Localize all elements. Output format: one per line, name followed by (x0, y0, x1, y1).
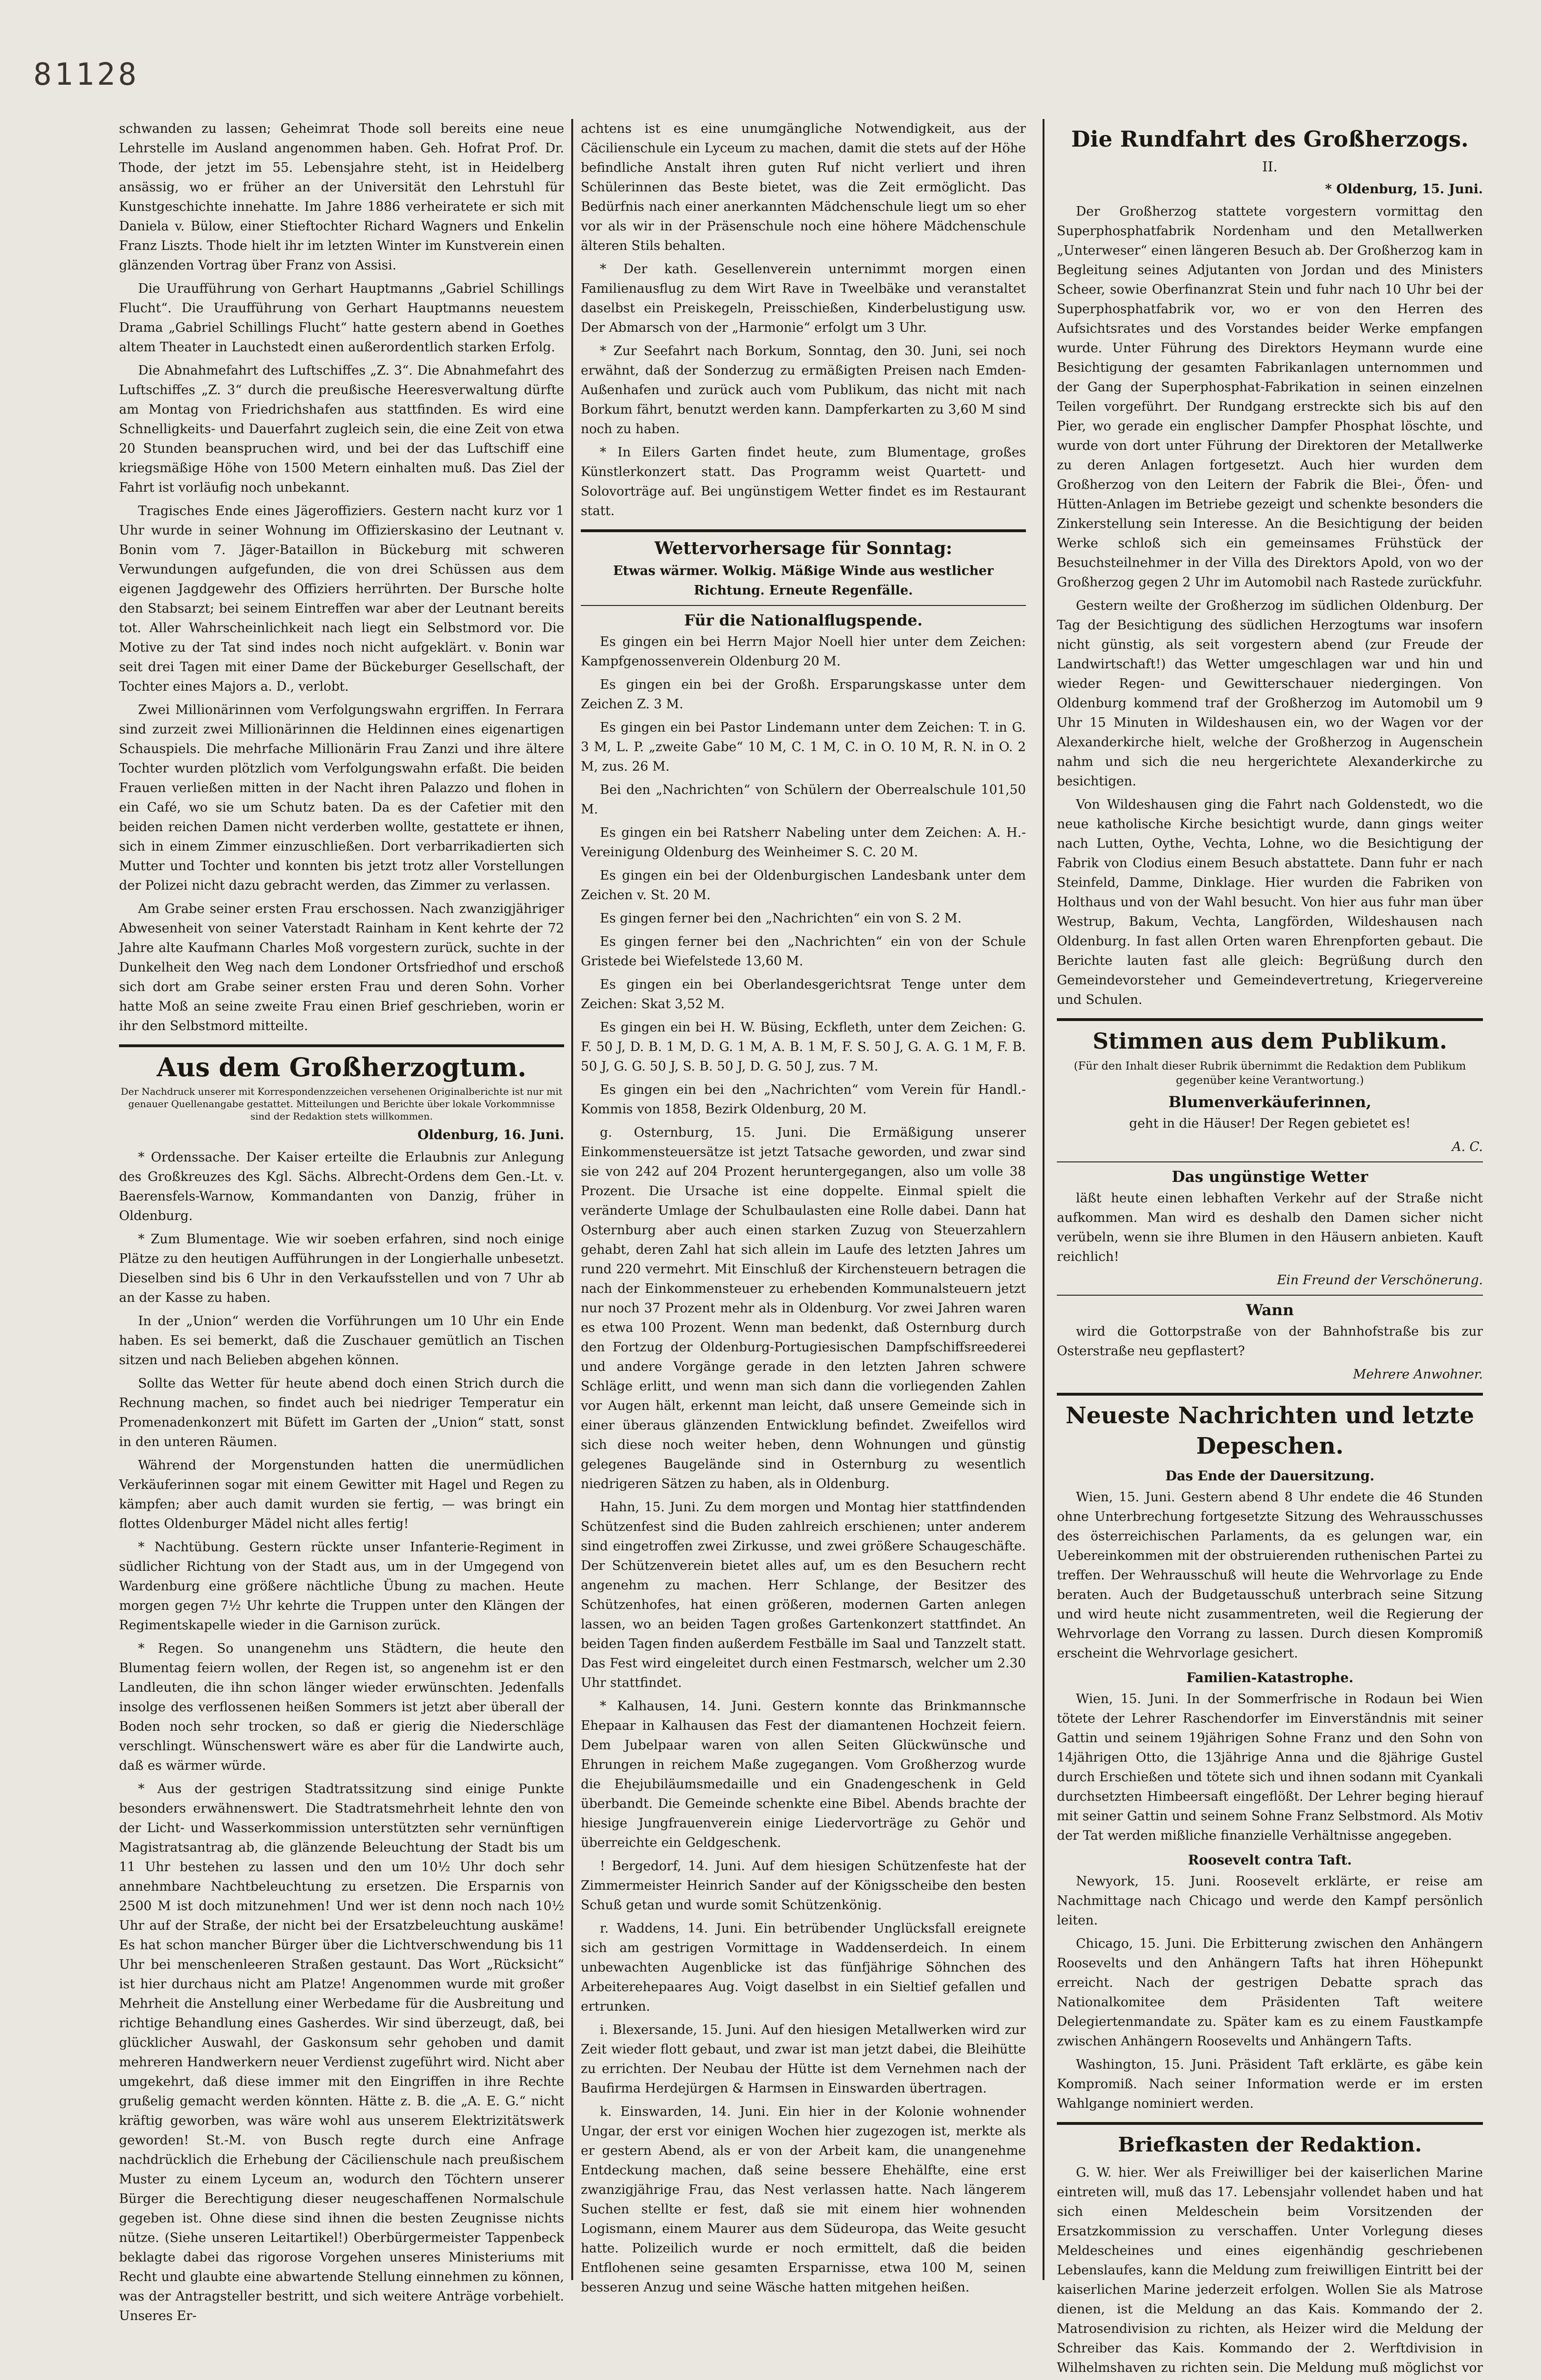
news-item: Chicago, 15. Juni. Die Erbitterung zwischen den Anhängern Roosevelts und den Anhängern Tafts hat ihren Höhepunkt erreicht. Nach der gestrigen Debatte sprach das Nationalkomitee dem Präsidenten Taft weitere Delegiertenmandate zu. Später kam es zu einem Faustkampfe zwischen Anhängern Roosevelts und Anhängern Tafts. (1057, 1936, 1483, 2049)
article-verkaeuferinnen: Während der Morgenstunden hatten die unermüdlichen Verkäuferinnen sogar mit einem Gewitter mit Hagel und Regen zu kämpfen; aber auch damit wurden sie fertig, — was bringt ein flottes Oldenburger Mädel nicht alles fertig! (119, 1458, 564, 1531)
news-item: Wien, 15. Juni. In der Sommerfrische in Rodaun bei Wien tötete der Lehrer Raschendorfer im Einverständnis mit seiner Gattin und seinem 19jährigen Sohne Franz und den Sohn von 14jährigen Otto, die 13jährige Anna und die 8jährige Gustel durch Erschießen und tötete sich und ihnen sodann mit Cyankali durchsetzten Himbeersaft eingeflößt. Der Lehrer beging hierauf mit seiner Gattin und seinem Sohne Franz Selbstmord. Als Motiv der Tat werden mißliche finanzielle Verhältnisse angegeben. (1057, 1692, 1483, 1843)
column-2 (581, 119, 1026, 2295)
article-blumentage: * Zum Blumentage. Wie wir soeben erfahren, sind noch einige Plätze zu den heutigen Aufführungen in der Longierhalle unbesetzt. Dieselben sind bis 6 Uhr in den Verkaufsstellen und von 7 Uhr ab an der Kasse zu haben. (119, 1232, 564, 1305)
article-millionaerinnen: Zwei Millionärinnen vom Verfolgungswahn ergriffen. In Ferrara sind zurzeit zwei Millionärinnen die Heldinnen eines eigenartigen Schauspiels. Die mehrfache Millionärin Frau Zanzi und ihre ältere Tochter wurden plötzlich vom Verfolgungswahn erfaßt. Die beiden Frauen verließen mitten in der Nacht ihren Palazzo und flohen in ein Café, wo sie um Schutz baten. Da es der Cafetier mit den beiden reichen Damen nicht verderben wollte, gestattete er ihnen, sich in einem Zimmer einzuschließen. Dort verbarrikadierten sich Mutter und Tochter und konnten bis jetzt trotz aller Vorstellungen der Polizei nicht dazu gebracht werden, das Zimmer zu verlassen. (119, 703, 564, 893)
stimmen-note: (Für den Inhalt dieser Rubrik übernimmt die Redaktion dem Publikum gegenüber keine Verantwortung.) (1074, 1060, 1466, 1087)
reprint-note: Der Nachdruck unserer mit Korrespondenzzeichen versehenen Originalberichte ist nur mit genauer Quellenangabe gestattet. Mitteilungen und Berichte über lokale Vorkommnisse sind der Redaktion stets willkommen. (120, 1086, 563, 1122)
article-bergedorf: ! Bergedorf, 14. Juni. Auf dem hiesigen Schützenfeste hat der Zimmermeister Heinrich Sander auf der Königsscheibe den besten Schuß getan und wurde somit Schützenkönig. (581, 1859, 1026, 1913)
column-3 (1057, 119, 1483, 2375)
article-union: In der „Union“ werden die Vorführungen um 10 Uhr ein Ende haben. Es sei bemerkt, daß die Zuschauer gemütlich an Tischen sitzen und nach Belieben abgehen können. (119, 1314, 564, 1368)
section-rule (1057, 1393, 1483, 1396)
donation-entry: Es gingen ein bei Ratsherr Nabeling unter dem Zeichen: A. H.-Vereinigung Oldenburg des Weinheimer S. C. 20 M. (581, 825, 1026, 860)
depeschen-title: Neueste Nachrichten und letzte Depeschen. (1065, 1402, 1474, 1459)
donation-entry: Es gingen ein bei der Großh. Ersparungskasse unter dem Zeichen Z. 3 M. (581, 677, 1026, 712)
nationalflug-title: Für die Nationalflugspende. (684, 611, 923, 629)
weather-rule (581, 529, 1026, 532)
article-kalhausen: * Kalhausen, 14. Juni. Gestern konnte das Brinkmannsche Ehepaar in Kalhausen das Fest der diamantenen Hochzeit feiern. Dem Jubelpaar waren von allen Seiten Glückwünsche und Ehrungen in reichem Maße zugegangen. Vom Großherzog wurde die Ehejubiläumsmedaille und ein Gnadengeschenk in Geld überbandt. Die Gemeinde schenkte eine Bibel. Abends brachte der hiesige Jungfrauenverein einige Liedervorträge zu Gehör und überreichte ein Geldgeschenk. (581, 1699, 1026, 1850)
article-nachtuebung: * Nachtübung. Gestern rückte unser Infanterie-Regiment in südlicher Richtung von der Stadt aus, um in der Umgegend von Wardenburg eine größere nächtliche Übung zu machen. Heute morgen gegen 7½ Uhr kehrte die Truppen unter den Klängen der Regimentskapelle wieder in die Garnison zurück. (119, 1540, 564, 1633)
donation-entry: Es gingen ferner bei den „Nachrichten“ ein von S. 2 M. (600, 911, 962, 926)
column-1 (119, 119, 564, 2323)
letter-sign: Mehrere Anwohner. (1353, 1367, 1483, 1382)
rundfahrt-part: II. (1262, 159, 1278, 175)
news-item: Newyork, 15. Juni. Roosevelt erklärte, er reise am Nachmittage nach Chicago und werde den Kampf persönlich leiten. (1057, 1874, 1483, 1928)
article-wetter-konzert: Sollte das Wetter für heute abend doch einen Strich durch die Rechnung machen, so findet auch bei niedriger Temperatur ein Promenadenkonzert mit Büfett im Garten der „Union“ statt, sonst in den unteren Räumen. (119, 1376, 564, 1449)
news-subhead: Familien-Katastrophe. (1186, 1670, 1353, 1686)
briefkasten-title: Briefkasten der Redaktion. (1118, 2133, 1422, 2156)
news-item: Washington, 15. Juni. Präsident Taft erklärte, es gäbe kein Kompromiß. Nach seiner Information werde er im ersten Wahlgange nominiert werden. (1057, 2057, 1483, 2111)
letter-head: Wann (1246, 1301, 1294, 1319)
dateline: Oldenburg, 16. Juni. (418, 1128, 564, 1142)
donation-entry: Es gingen ein bei der Oldenburgischen Landesbank unter dem Zeichen v. St. 20 M. (581, 868, 1026, 902)
letter-rule (1057, 1161, 1483, 1162)
section-rule (1057, 1018, 1483, 1021)
article-gesellenverein: * Der kath. Gesellenverein unternimmt morgen einen Familienausflug zu dem Wirt Rave in Tweelbäke und veranstaltet daselbst ein Preiskegeln, Preisschießen, Kinderbelustigung usw. Der Abmarsch von der „Harmonie“ erfolgt um 3 Uhr. (581, 262, 1026, 335)
weather-text: Etwas wärmer. Wolkig. Mäßige Winde aus westlicher Richtung. Erneute Regenfälle. (613, 564, 994, 598)
article-waddens: r. Waddens, 14. Juni. Ein betrübender Unglücksfall ereignete sich am gestrigen Vormittage in Waddenserdeich. In einem unbewachten Augenblicke ist das fünfjährige Söhnchen des Arbeiterehepaares Aug. Voigt daselbst in ein Sieltief gefallen und ertrunken. (581, 1921, 1026, 2014)
letter-rule (1057, 1295, 1483, 1296)
donation-entry: Es gingen ein bei den „Nachrichten“ vom Verein für Handl.-Kommis von 1858, Bezirk Oldenburg, 20 M. (581, 1082, 1026, 1117)
letter-head: Blumenverkäuferinnen, (1168, 1093, 1372, 1111)
news-subhead: Das Ende der Dauersitzung. (1165, 1468, 1375, 1484)
donation-entry: Es gingen ein bei H. W. Büsing, Eckfleth, unter dem Zeichen: G. F. 50 J, D. B. 1 M, D. G. 1 M, A. B. 1 M, F. S. 50 J, G. A. G. 1 M, F. B. 50 J, G. G. 50 J, S. B. 50 J, D. G. 50 J, zus. 7 M. (581, 1020, 1026, 1074)
news-subhead: Roosevelt contra Taft. (1188, 1852, 1352, 1868)
column-rule-right (1043, 119, 1044, 2280)
letter-sign: A. C. (1452, 1140, 1483, 1154)
article-hahn: Hahn, 15. Juni. Zu dem morgen und Montag hier stattfindenden Schützenfest sind die Buden zahlreich erschienen; unter anderem sind eingetroffen zwei Zirkusse, und zwei größere Schaugeschäfte. Der Schützenverein bietet alles auf, um es den Besuchern recht angenehm zu machen. Herr Schlange, der Besitzer des Schützenhofes, hat einen größeren, modernen Garten anlegen lassen, wo an beiden Tagen großes Gartenkonzert stattfindet. An beiden Tagen finden außerdem Festbälle im Saal und Tanzzelt statt. Das Fest wird eingeleitet durch einen Festmarsch, welcher um 2.30 Uhr stattfindet. (581, 1500, 1026, 1690)
article-hauptmann: Die Uraufführung von Gerhart Hauptmanns „Gabriel Schillings Flucht“. Die Uraufführung von Gerhart Hauptmanns neuestem Drama „Gabriel Schillings Flucht“ hatte gestern abend in Goethes altem Theater in Lauchstedt einen außerordentlich starken Erfolg. (119, 281, 564, 355)
article-jaegeroffizier: Tragisches Ende eines Jägeroffiziers. Gestern nacht kurz vor 1 Uhr wurde in seiner Wohnung im Offizierskasino der Leutnant v. Bonin vom 7. Jäger-Bataillon in Bückeburg mit schweren Verwundungen aufgefunden, die von drei Schüssen aus dem eigenen Jagdgewehr des Offiziers herrührten. Der Bursche holte den Stabsarzt; bei seinem Eintreffen war aber der Leutnant bereits tot. Aller Wahrscheinlichkeit nach liegt ein Selbstmord vor. Die Motive zu der Tat sind indes noch nicht aufgeklärt. v. Bonin war seit drei Tagen mit einer Dame der Bückeburger Gesellschaft, der Tochter eines Majors a. D., verlobt. (119, 504, 564, 694)
donation-entry: Es gingen ein bei Pastor Lindemann unter dem Zeichen: T. in G. 3 M, L. P. „zweite Gabe“ 10 M, C. 1 M, C. in O. 10 M, R. N. in O. 2 M, zus. 26 M. (581, 720, 1026, 774)
letter-text: wird die Gottorpstraße von der Bahnhofstraße bis zur Osterstraße neu gepflastert? (1057, 1324, 1483, 1359)
rundfahrt-title: Die Rundfahrt des Großherzogs. (1071, 126, 1469, 152)
article-eilers-garten: * In Eilers Garten findet heute, zum Blumentage, großes Künstlerkonzert statt. Das Programm weist Quartett- und Solovorträge auf. Bei ungünstigem Wetter findet es im Restaurant statt. (581, 445, 1026, 518)
weather-title: Wettervorhersage für Sonntag: (654, 538, 953, 558)
donation-entry: Es gingen ein bei Oberlandesgerichtsrat Tenge unter dem Zeichen: Skat 3,52 M. (581, 977, 1026, 1012)
section-rule (119, 1044, 564, 1047)
article-luftschiff: Die Abnahmefahrt des Luftschiffes „Z. 3“. Die Abnahmefahrt des Luftschiffes „Z. 3“ durch die preußische Heeresverwaltung dürfte am Montag von Friedrichshafen aus stattfinden. Es wird eine Schnelligkeits- und Dauerfahrt zugleich sein, die eine Zeit von etwa 20 Stunden beanspruchen wird, und bei der das Luftschiff eine kriegsmäßige Höhe von 1500 Metern einhalten muß. Das Ziel der Fahrt ist vorläufig noch unbekannt. (119, 363, 564, 495)
article-grabe: Am Grabe seiner ersten Frau erschossen. Nach zwanzigjähriger Abwesenheit von seiner Vaterstadt Rainham in Kent kehrte der 72 Jahre alte Kaufmann Charles Moß vorgestern zurück, suchte in der Dunkelheit den Weg nach dem Londoner Ortsfriedhof und erschoß sich dort am Grabe seiner ersten Frau und deren Sohn. Vorher hatte Moß an seine zweite Frau einen Brief geschrieben, worin er ihr den Selbstmord mitteilte. (119, 902, 564, 1033)
letter-text: geht in die Häuser! Der Regen gebietet es! (1129, 1116, 1411, 1131)
article-regen: * Regen. So unangenehm uns Städtern, die heute den Blumentag feiern wollen, der Regen ist, so angenehm ist er den Landleuten, die ihn schon länger wieder erwünschten. Jedenfalls insolge des verflossenen heißen Sommers ist jetzt aber überall der Boden noch sehr trocken, so daß er gierig die Niederschläge verschlingt. Wünschenswert wäre es aber für die Landwirte auch, daß es wärmer würde. (119, 1641, 564, 1773)
rundfahrt-para: Von Wildeshausen ging die Fahrt nach Goldenstedt, wo die neue katholische Kirche besichtigt wurde, dann gings weiter nach Lutten, Oythe, Vechta, Lohne, wo die Besichtigung der Fabrik von Clodius einem Besuch abstattete. Dann fuhr er nach Steinfeld, Damme, Dinklage. Hier wurden die Fabriken von Holthaus und von der Wahl besucht. Von hier aus fuhr man über Westrup, Bakum, Vechta, Langförden, Wildeshausen nach Oldenburg. In fast allen Orten waren Ehrenpforten gebaut. Die Berichte lauten fast alle gleich: Begrüßung durch den Gemeindevorsteher und Gemeindevertretung, Kriegervereine und Schulen. (1057, 797, 1483, 1007)
rundfahrt-para: Gestern weilte der Großherzog im südlichen Oldenburg. Der Tag der Besichtigung des südlichen Herzogtums war insofern nicht günstig, als seit vorgestern abend (zur Freude der Landwirtschaft!) das Wetter umgeschlagen war und hin und wieder Regen- und Gewitterschauer niedergingen. Von Oldenburg kommend traf der Großherzog im Automobil um 9 Uhr 15 Minuten in Wildeshausen ein, wo der Wagen vor der Alexanderkirche hielt, welche der Großherzog in Augenschein nahm und sich die neu hergerichtete Alexanderkirche zu besichtigen. (1057, 598, 1483, 789)
news-item: Wien, 15. Juni. Gestern abend 8 Uhr endete die 46 Stunden ohne Unterbrechung fortgesetzte Sitzung des Wehrausschusses des österreichischen Parlaments, da es gelungen war, ein Uebereinkommen mit der obstruierenden ruthenischen Partei zu treffen. Der Wehrausschuß will heute die Wehrvorlage zu Ende beraten. Auch der Budgetausschuß unterbrach seine Sitzung und wird heute nicht zusammentreten, weil die Regierung der Wehrvorlage den Vorrang zu lassen. Durch diesen Kompromiß erscheint die Wehrvorlage gesichert. (1057, 1490, 1483, 1661)
article-lyceum: achtens ist es eine unumgängliche Notwendigkeit, aus der Cäcilienschule ein Lyceum zu machen, damit die stets auf der Höhe befindliche Anstalt ihren guten Ruf nicht verliert und ihren Schülerinnen das Beste bietet, was die Zeit ermöglicht. Das Bedürfnis nach einer anerkannten Mädchenschule liegt um so eher vor als wir in der Präsenschule noch eine höhere Mädchenschule älteren Stils behalten. (581, 121, 1026, 253)
letter-head: Das ungünstige Wetter (1172, 1168, 1368, 1186)
article-thode: schwanden zu lassen; Geheimrat Thode soll bereits eine neue Lehrstelle im Ausland angenommen haben. Geh. Hofrat Prof. Dr. Thode, der jetzt im 55. Lebensjahre steht, ist in Heidelberg ansässig, wo er früher an der Universität den Lehrstuhl für Kunstgeschichte innehatte. Im Jahre 1886 verheiratete er sich mit Daniela v. Bülow, einer Stieftochter Richard Wagners und Enkelin Franz Liszts. Thode hielt ihr im letzten Winter im Kunstverein einen glänzenden Vortrag über Franz von Assisi. (119, 121, 564, 273)
briefkasten-item: G. W. hier. Wer als Freiwilliger bei der kaiserlichen Marine eintreten will, muß das 17. Lebensjahr vollendet haben und hat sich einen Meldeschein beim Vorsitzenden der Ersatzkommission zu verschaffen. Unter Vorlegung dieses Meldescheines und eines eigenhändig geschriebenen Lebenslaufes, kann die Meldung zum freiwilligen Eintritt bei der kaiserlichen Marine jederzeit erfolgen. Wollen Sie als Matrose dienen, ist die Meldung an das Kais. Kommando der 2. Matrosendivision zu richten, als Heizer wird die Meldung der Schreiber das Kais. Kommando der 2. Werftdivision in Wilhelmshaven zu richten sein. Die Meldung muß möglichst vor (1057, 2165, 1483, 2375)
article-ordenssache: * Ordenssache. Der Kaiser erteilte die Erlaubnis zur Anlegung des Großkreuzes des Kgl. Sächs. Albrecht-Ordens dem Gen.-Lt. v. Baerensfels-Warnow, Kommandanten von Danzig, früher in Oldenburg. (119, 1150, 564, 1223)
article-osternburg: g. Osternburg, 15. Juni. Die Ermäßigung unserer Einkommensteuersätze ist jetzt Tatsache geworden, und zwar sind sie von 242 auf 204 Prozent heruntergegangen, also um volle 38 Prozent. Die Ursache ist eine doppelte. Einmal spielt die veränderte Umlage der Schulbaulasten eine Rolle dabei. Dann hat Osternburg aber auch einen starken Zuzug von Steuerzahlern gehabt, deren Zahl hat sich allein im Laufe des letzten Jahres um rund 220 vermehrt. Mit Einschluß der Kirchensteuern betragen die nach der Einkommensteuer zu erhebenden Kommunalsteuern jetzt nur noch 37 Prozent mehr als in Oldenburg. Vor zwei Jahren waren es etwa 100 Prozent. Wenn man bedenkt, daß Osternburg durch den Fortzug der Oldenburg-Portugiesischen Dampfschiffsreederei und andere Vorgänge gerade in den letzten Jahren schwere Schläge erlitt, und wenn man sich dann die vorliegenden Zahlen vor Augen hält, erkennt man leicht, daß unsere Gemeinde sich in einer überaus glänzenden Entwicklung befindet. Zweifellos wird sich diese noch weiter heben, denn Wohnungen und günstig gelegenes Baugelände sind in Osternburg zu wesentlich niedrigeren Sätzen zu haben, als in Oldenburg. (581, 1125, 1026, 1491)
donation-entry: Es gingen ein bei Herrn Major Noell hier unter dem Zeichen: Kampfgenossenverein Oldenburg 20 M. (581, 635, 1026, 669)
section-title-grossherzogtum: Aus dem Großherzogtum. (157, 1052, 527, 1082)
donation-entry: Es gingen ferner bei den „Nachrichten“ ein von der Schule Gristede bei Wiefelstede 13,60 M. (581, 934, 1026, 969)
article-borkum: * Zur Seefahrt nach Borkum, Sonntag, den 30. Juni, sei noch erwähnt, daß der Sonderzug zu ermäßigten Preisen nach Emden-Außenhafen und zurück auch vom Publikum, das nicht mit nach Borkum fährt, benutzt werden kann. Dampferkarten zu 3,60 M sind noch zu haben. (581, 344, 1026, 436)
rundfahrt-para: Der Großherzog stattete vorgestern vormittag den Superphosphatfabrik Nordenham und den Metallwerken „Unterweser“ einen längeren Besuch ab. Der Großherzog kam in Begleitung seines Adjutanten von Jordan und des Ministers Scheer, sowie Oberfinanzrat Stein und fuhr nach 10 Uhr bei der Superphosphatfabrik vor, wo er von den Herren des Aufsichtsrates und des Vorstandes beider Werke empfangen wurde. Unter Führung des Direktors Heymann wurde eine Besichtigung der gesamten Fabrikanlagen unternommen und der Gang der Superphosphat-Fabrikation in seinen einzelnen Teilen vorgeführt. Der Rundgang erstreckte sich bis auf den Pier, wo gerade ein englischer Dampfer Phosphat löschte, und wurde von dort unter Führung der Direktoren der Metallwerke zu deren Anlagen fortgesetzt. Auch hier wurden dem Großherzog von den Leitern der Fabrik die Blei-, Öfen- und Hütten-Anlagen im Betriebe gezeigt und schenkte besonders die Zinkerstellung sein Interesse. An die Besichtigung der beiden Werke schloß sich ein gemeinsames Frühstück der Besuchsteilnehmer in der Villa des Direktors Apold, von wo der Großherzog gegen 2 Uhr im Automobil nach Rastede zurückfuhr. (1057, 204, 1483, 590)
article-stadtratssitzung: * Aus der gestrigen Stadtratssitzung sind einige Punkte besonders erwähnenswert. Die Stadtratsmehrheit lehnte den von der Licht- und Wasserkommission unterstützten sehr vernünftigen Magistratsantrag ab, die glänzende Beleuchtung der Stadt bis um 11 Uhr bestehen zu lassen und den um 10½ Uhr doch sehr annehmbare Nachtbeleuchtung zu ersetzen. Die Ersparnis von 2500 M ist doch mitzunehmen! Und wer ist denn noch nach 10½ Uhr auf der Straße, der nicht bei der Ersatzbeleuchtung auskäme! Es hat schon mancher Bürger über die Lichtverschwendung bis 11 Uhr bei menschenleeren Straßen gestaunt. Das Wort „Rücksicht“ ist hier durchaus nicht am Platze! Angenommen wurde mit großer Mehrheit die Anstellung einer Werbedame für die Ausbreitung und richtige Behandlung eines Gasherdes. Wir sind überzeugt, daß, bei glücklicher Auswahl, der Gaskonsum sehr gehoben und damit mehreren Handwerkern neuer Verdienst zugeführt wird. Nicht aber umgekehrt, daß diese immer mit den Eingriffen in ihre Rechte grußelig gemacht werden könnten. Hätte z. B. die „A. E. G.“ nicht kräftig geworben, was wäre wohl aus unserem Elektrizitätswerk geworden! St.-M. von Busch regte durch eine Anfrage nachdrücklich die Erhebung der Cäcilienschule nach preußischem Muster zu einem Lyceum an, wodurch den Töchtern unserer Bürger die Berechtigung dieser neugeschaffenen Normalschule gegeben ist. Ohne diese sind ihnen die besten Zeugnisse nichts nütze. (Siehe unseren Leitartikel!) Oberbürgermeister Tappenbeck beklagte dabei das rigorose Vorgehen unseres Ministeriums mit Recht und glaubte eine abwartende Stellung einnehmen zu können, was der Antragsteller bestritt, und sich weitere Anträge vorbehielt. Unseres Er- (119, 1782, 564, 2323)
page-number: 81128 (33, 57, 139, 92)
letter-text: läßt heute einen lebhaften Verkehr auf der Straße nicht aufkommen. Man wird es deshalb den Damen sicher nicht verübeln, wenn sie ihre Blumen in den Häusern anbieten. Kauft reichlich! (1057, 1191, 1483, 1264)
rundfahrt-dateline: * Oldenburg, 15. Juni. (1325, 182, 1483, 197)
stimmen-title: Stimmen aus dem Publikum. (1093, 1028, 1447, 1054)
weather-rule-bottom (581, 605, 1026, 606)
donation-entry: Bei den „Nachrichten“ von Schülern der Oberrealschule 101,50 M. (581, 783, 1026, 817)
column-rule-left (571, 119, 573, 2280)
letter-sign: Ein Freund der Verschönerung. (1277, 1273, 1483, 1288)
article-einswarden: k. Einswarden, 14. Juni. Ein hier in der Kolonie wohnender Ungar, der erst vor einigen Wochen hier zugezogen ist, merkte als er gestern Abend, als er von der Arbeit kam, die unangenehme Entdeckung machen, daß seine bessere Ehehälfte, eine erst zwanzigjährige Frau, das Nest verlassen hatte. Nach längerem Suchen stellte er fest, daß sie mit einem hier wohnenden Logismann, einem Maurer aus dem Südeuropa, das Weite gesucht hatte. Polizeilich wurde er noch ermittelt, daß die beiden Entflohenen seine gesamten Ersparnisse, etwa 100 M, seinen besseren Anzug und seine Wäsche hatten mitgehen heißen. (581, 2104, 1026, 2295)
section-rule (1057, 2122, 1483, 2125)
article-blexersande: i. Blexersande, 15. Juni. Auf den hiesigen Metallwerken wird zur Zeit wieder flott gebaut, und zwar ist man jetzt dabei, die Bleihütte zu errichten. Der Neubau der Hütte ist dem Vernehmen nach der Baufirma Herdejürgen & Harmsen in Einswarden übertragen. (581, 2023, 1026, 2096)
